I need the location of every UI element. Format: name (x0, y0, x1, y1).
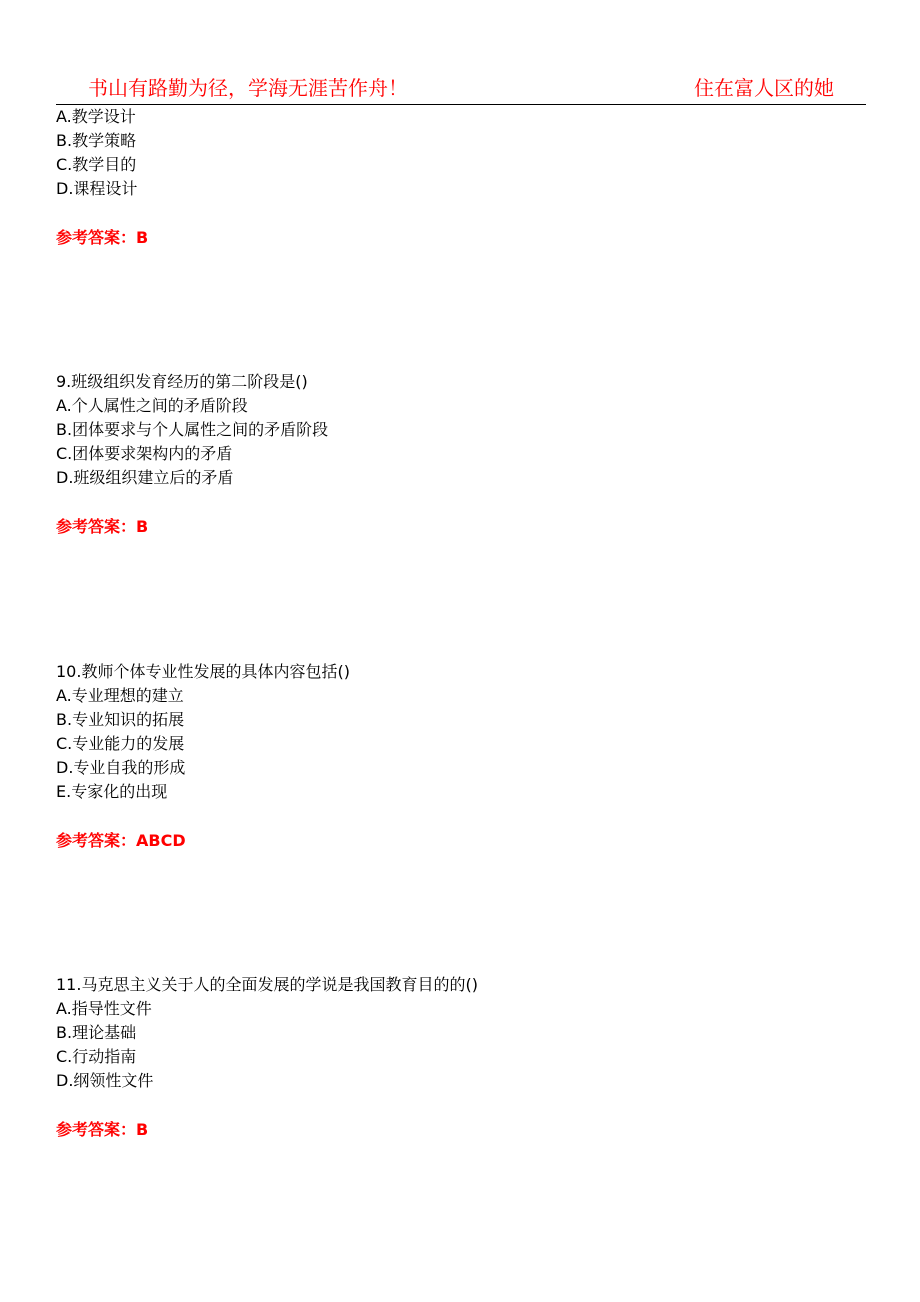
question-text: 11.马克思主义关于人的全面发展的学说是我国教育目的的() (56, 975, 478, 994)
option-d: D.课程设计 (56, 179, 138, 198)
option-c: C.团体要求架构内的矛盾 (56, 444, 233, 463)
question-8-options (56, 105, 856, 201)
header-motto: 书山有路勤为径，学海无涯苦作舟！ (88, 76, 408, 100)
question-text: 10.教师个体专业性发展的具体内容包括() (56, 662, 350, 681)
option-b: B.教学策略 (56, 131, 137, 150)
answer-q8: 参考答案：B (56, 228, 149, 247)
option-d: D.专业自我的形成 (56, 758, 186, 777)
option-a: A.专业理想的建立 (56, 686, 184, 705)
option-b: B.专业知识的拓展 (56, 710, 185, 729)
option-a: A.个人属性之间的矛盾阶段 (56, 396, 248, 415)
option-e: E.专家化的出现 (56, 782, 168, 801)
option-a: A.教学设计 (56, 107, 136, 126)
option-d: D.纲领性文件 (56, 1071, 154, 1090)
option-c: C.行动指南 (56, 1047, 137, 1066)
question-9 (56, 370, 856, 490)
question-10 (56, 660, 856, 804)
question-text: 9.班级组织发育经历的第二阶段是() (56, 372, 308, 391)
option-d: D.班级组织建立后的矛盾 (56, 468, 234, 487)
option-c: C.专业能力的发展 (56, 734, 185, 753)
option-a: A.指导性文件 (56, 999, 152, 1018)
answer-q10: 参考答案：ABCD (56, 831, 186, 850)
page-header (56, 70, 866, 105)
question-11 (56, 973, 856, 1093)
header-author: 住在富人区的她 (694, 76, 834, 100)
option-c: C.教学目的 (56, 155, 137, 174)
option-b: B.团体要求与个人属性之间的矛盾阶段 (56, 420, 329, 439)
answer-q9: 参考答案：B (56, 517, 149, 536)
answer-q11: 参考答案：B (56, 1120, 149, 1139)
option-b: B.理论基础 (56, 1023, 137, 1042)
